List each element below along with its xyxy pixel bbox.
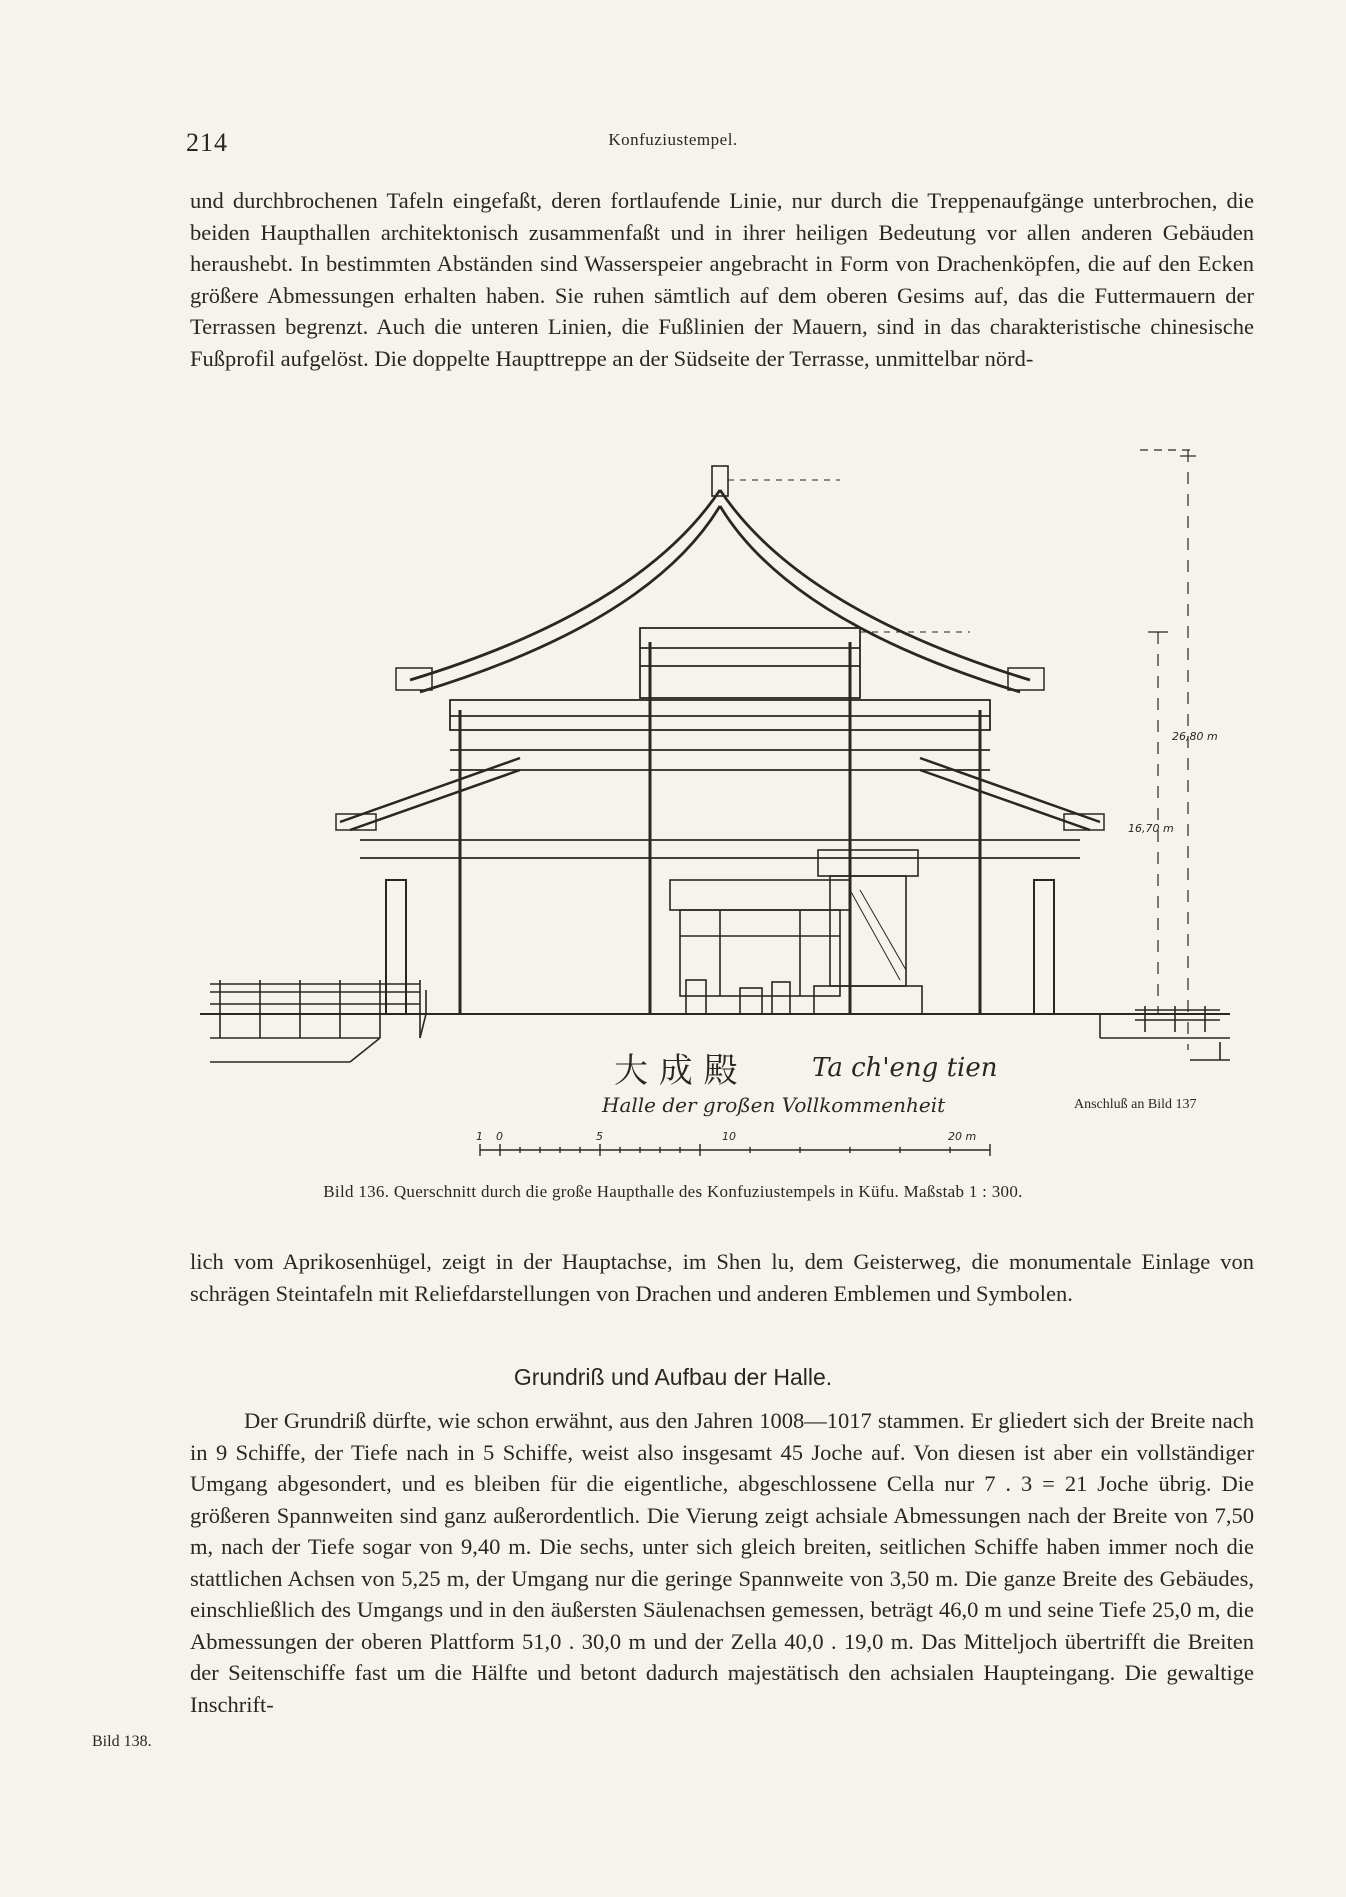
cross-section-figure — [200, 410, 1240, 1175]
hall-romanization: Ta ch'eng tien — [812, 1053, 998, 1083]
scale-bar — [480, 1144, 990, 1156]
scale-label-20m: 20 m — [948, 1130, 977, 1143]
page-number: 214 — [186, 128, 228, 157]
figure-caption: Bild 136. Querschnitt durch die große Haupthalle des Konfuziustempels in Küfu. Maßstab 1 : 300. — [323, 1182, 1023, 1201]
scale-label-0: 0 — [496, 1130, 503, 1143]
body-paragraph-1: und durchbrochenen Tafeln eingefaßt, deren fortlaufende Linie, nur durch die Treppenaufgänge unterbrochen, die beiden Haupthallen architektonisch zusammenfaßt und in ihrer heiligen Bedeutung vor allen anderen Gebäuden heraushebt. In bestimmten Abständen sind Wasserspeier angebracht in Form von Drachenköpfen, die auf den Ecken größere Abmessungen erhalten haben. Sie ruhen sämtlich auf dem oberen Gesims auf, das die Futtermauern der Terrassen begrenzt. Auch die unteren Linien, die Fußlinien der Mauern, sind in das charakteristische chinesische Fußprofil aufgelöst. Die doppelte Haupttreppe an der Südseite der Terrasse, unmittelbar nörd- — [190, 188, 1254, 371]
upper-roof — [396, 466, 1044, 692]
scale-label-5: 5 — [596, 1130, 603, 1143]
height-label-lower: 16,70 m — [1128, 822, 1174, 835]
chinese-hall-name: 大 成 殿 — [614, 1051, 738, 1091]
scale-label-10: 10 — [722, 1130, 736, 1143]
section-heading: Grundriß und Aufbau der Halle. — [513, 1364, 833, 1390]
running-head: Konfuziustempel. — [608, 130, 738, 149]
connection-note: Anschluß an Bild 137 — [1074, 1097, 1197, 1112]
body-paragraph-3: Der Grundriß dürfte, wie schon erwähnt, aus den Jahren 1008—1017 stammen. Er gliedert sich der Breite nach in 9 Schiffe, der Tiefe nach in 5 Schiffe, weist also insgesamt 45 Joche auf. Von diesen ist aber ein vollständiger Umgang abgesondert, und es bleiben für die eigentliche, abgeschlossene Cella nur 7 . 3 = 21 Joche übrig. Die größeren Spannweiten sind ganz außerordentlich. Die Vierung zeigt achsiale Abmessungen nach der Breite von 7,50 m, nach der Tiefe sogar von 9,40 m. Die sechs, unter sich gleich breiten, seitlichen Schiffe haben immer noch die stattlichen Achsen von 5,25 m, der Umgang nur die geringe Spannweite von 3,50 m. Die ganze Breite des Gebäudes, einschließlich des Umgangs und in den äußersten Säulenachsen gemessen, beträgt 46,0 m und seine Tiefe 25,0 m, die Abmessungen der oberen Plattform 51,0 . 30,0 m und der Zella 40,0 . 19,0 m. Das Mitteljoch übertrifft die Breiten der Seitenschiffe fast um die Hälfte und betont dadurch majestätisch den achsialen Haupteingang. Die gewaltige Inschrift- — [190, 1408, 1254, 1717]
left-balustrade — [210, 980, 426, 1062]
lower-roof — [336, 758, 1104, 830]
height-dimensions — [1140, 450, 1196, 1050]
body-paragraph-2: lich vom Aprikosenhügel, zeigt in der Hauptachse, im Shen lu, dem Geisterweg, die monumentale Einlage von schrägen Steintafeln mit Reliefdarstellungen von Drachen und anderen Emblemen und Symbolen. — [190, 1249, 1254, 1306]
hall-german-name: Halle der großen Vollkommenheit — [602, 1093, 946, 1117]
cross-section-drawing — [200, 410, 1240, 1170]
margin-note: Bild 138. — [92, 1733, 152, 1750]
scale-label-1: 1 — [476, 1130, 483, 1143]
altar-shrine — [670, 850, 922, 1014]
height-label-upper: 26,80 m — [1172, 730, 1218, 743]
